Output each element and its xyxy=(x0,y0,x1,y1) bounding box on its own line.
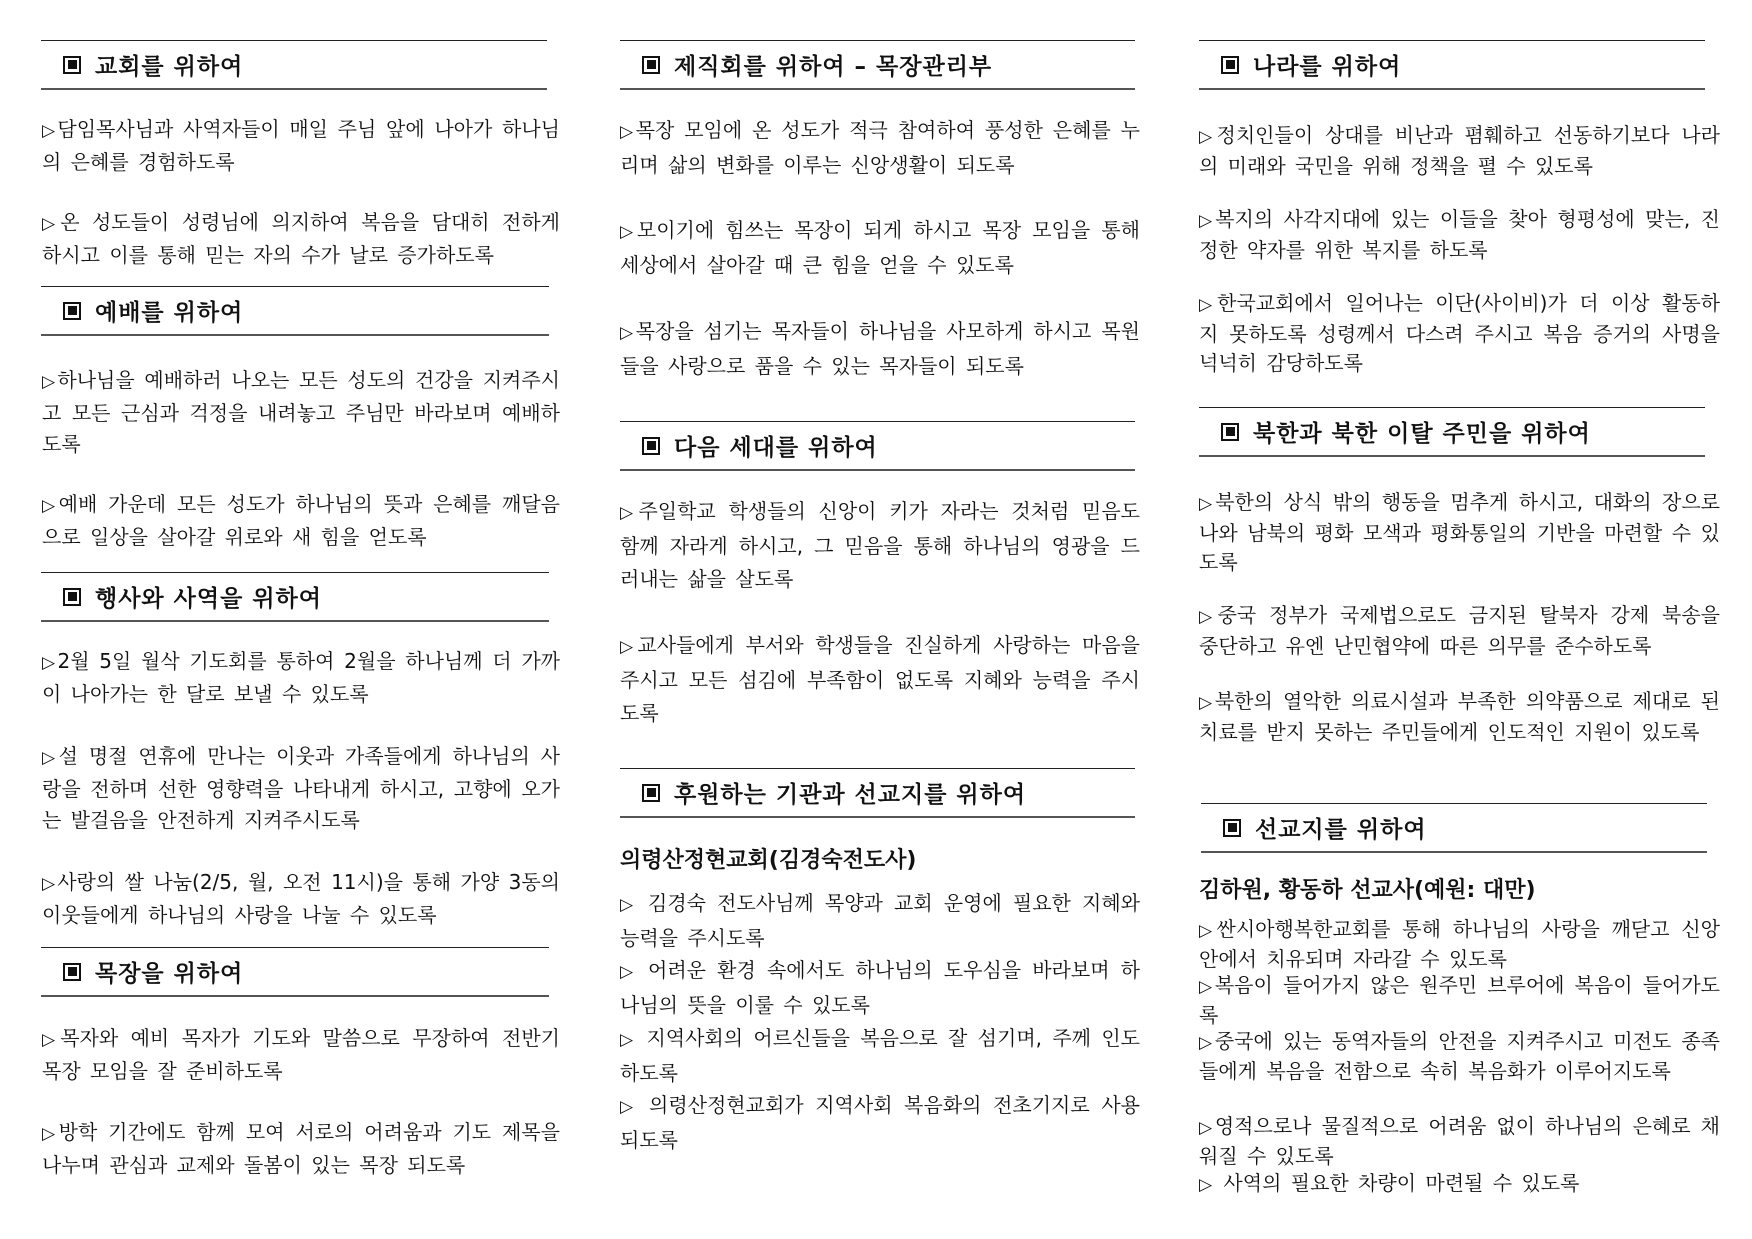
section-heading-deacons xyxy=(620,40,1135,90)
prayer-item xyxy=(620,315,1140,383)
prayer-text: 사랑의 쌀 나눔(2/5, 월, 오전 11시)을 통해 가양 3동의 이웃들에게 하나님의 사랑을 나눌 수 있도록 xyxy=(42,870,561,927)
triangle-icon: ▷ xyxy=(1199,1118,1213,1138)
triangle-icon: ▷ xyxy=(620,222,635,242)
triangle-icon: ▷ xyxy=(1199,494,1214,514)
square-bullet-icon xyxy=(63,963,81,981)
triangle-icon: ▷ xyxy=(1199,211,1214,231)
prayer-text: 북한의 상식 밖의 행동을 멈추게 하시고, 대화의 장으로 나와 남북의 평화 모색과 평화통일의 기반을 마련할 수 있도록 xyxy=(1199,490,1720,574)
prayer-text: 모이기에 힘쓰는 목장이 되게 하시고 목장 모임을 통해 세상에서 살아갈 때 큰 힘을 얻을 수 있도록 xyxy=(620,218,1140,277)
section-title: 다음 세대를 위하여 xyxy=(674,435,878,461)
section-title: 예배를 위하여 xyxy=(95,300,244,326)
mission-subtitle: 김하원, 황동하 선교사(예원: 대만) xyxy=(1199,878,1536,903)
triangle-icon: ▷ xyxy=(42,496,57,516)
square-bullet-icon xyxy=(1221,56,1239,74)
triangle-icon: ▷ xyxy=(1199,921,1215,941)
prayer-text: 하나님을 예배하러 나오는 모든 성도의 건강을 지켜주시고 모든 근심과 걱정을 내려놓고 주님만 바라보며 예배하도록 xyxy=(42,368,560,456)
prayer-item xyxy=(1199,205,1720,265)
triangle-icon: ▷ xyxy=(1199,693,1213,713)
prayer-text: 싼시아행복한교회를 통해 하나님의 사랑을 깨닫고 신앙 안에서 치유되며 자라갈 수 있도록 xyxy=(1199,917,1720,971)
prayer-text: 의령산정현교회가 지역사회 복음화의 전초기지로 사용되도록 xyxy=(620,1093,1140,1152)
square-bullet-icon xyxy=(642,784,660,802)
triangle-icon: ▷ xyxy=(620,503,637,523)
prayer-text: 목장 모임에 온 성도가 적극 참여하여 풍성한 은혜를 누리며 삶의 변화를 이루는 신앙생활이 되도록 xyxy=(620,118,1140,177)
square-bullet-icon xyxy=(1221,423,1239,441)
triangle-icon: ▷ xyxy=(620,122,634,142)
triangle-icon: ▷ xyxy=(620,637,636,657)
prayer-item xyxy=(42,741,560,836)
prayer-item xyxy=(42,207,560,271)
triangle-icon: ▷ xyxy=(620,895,635,915)
prayer-text: 지역사회의 어르신들을 복음으로 잘 섬기며, 주께 인도하도록 xyxy=(620,1026,1140,1085)
prayer-item xyxy=(42,365,560,460)
section-title: 제직회를 위하여 – 목장관리부 xyxy=(674,54,993,80)
mission-subtitle: 의령산정현교회(김경숙전도사) xyxy=(620,848,917,873)
prayer-item xyxy=(42,867,560,931)
section-heading-next-generation xyxy=(620,421,1135,471)
section-heading-worship xyxy=(41,286,549,336)
triangle-icon: ▷ xyxy=(620,962,635,982)
square-bullet-icon xyxy=(63,56,81,74)
square-bullet-icon xyxy=(63,588,81,606)
triangle-icon: ▷ xyxy=(42,653,56,673)
section-title: 행사와 사역을 위하여 xyxy=(95,586,322,612)
prayer-text: 설 명절 연휴에 만나는 이웃과 가족들에게 하나님의 사랑을 전하며 선한 영향력을 나타내게 하시고, 고향에 오가는 발걸음을 안전하게 지켜주시도록 xyxy=(42,744,560,832)
triangle-icon: ▷ xyxy=(1199,1175,1213,1195)
prayer-text: 정치인들이 상대를 비난과 폄훼하고 선동하기보다 나라의 미래와 국민을 위해 정책을 펼 수 있도록 xyxy=(1199,123,1720,178)
triangle-icon: ▷ xyxy=(1199,127,1215,147)
prayer-text: 목자와 예비 목자가 기도와 말씀으로 무장하여 전반기 목장 모임을 잘 준비하도록 xyxy=(42,1026,561,1083)
section-heading-north-korea xyxy=(1199,407,1705,457)
section-heading-cell-group xyxy=(41,947,549,997)
triangle-icon: ▷ xyxy=(42,214,59,234)
triangle-icon: ▷ xyxy=(42,874,56,894)
prayer-text: 복음이 들어가지 않은 원주민 브루어에 복음이 들어가도록 xyxy=(1199,973,1720,1027)
prayer-item xyxy=(620,1089,1140,1157)
prayer-item xyxy=(1199,488,1720,577)
section-title: 북한과 북한 이탈 주민을 위하여 xyxy=(1253,421,1591,447)
section-title: 교회를 위하여 xyxy=(95,54,244,80)
prayer-item xyxy=(1199,971,1720,1029)
section-heading-missionaries xyxy=(1201,803,1707,853)
triangle-icon: ▷ xyxy=(42,121,56,141)
square-bullet-icon xyxy=(63,302,81,320)
triangle-icon: ▷ xyxy=(42,748,57,768)
prayer-item xyxy=(1199,289,1720,378)
prayer-text: 중국에 있는 동역자들의 안전을 지켜주시고 미전도 종족들에게 복음을 전함으로 속히 복음화가 이루어지도록 xyxy=(1199,1029,1720,1083)
prayer-text: 어려운 환경 속에서도 하나님의 도우심을 바라보며 하나님의 뜻을 이룰 수 있도록 xyxy=(620,958,1140,1017)
prayer-item xyxy=(620,954,1140,1022)
triangle-icon: ▷ xyxy=(1199,607,1216,627)
triangle-icon: ▷ xyxy=(1199,1033,1213,1053)
prayer-text: 예배 가운데 모든 성도가 하나님의 뜻과 은혜를 깨달음으로 일상을 살아갈 위로와 새 힘을 얻도록 xyxy=(42,492,560,549)
section-heading-events xyxy=(41,572,549,622)
prayer-item xyxy=(42,1117,560,1181)
prayer-text: 사역의 필요한 차량이 마련될 수 있도록 xyxy=(1214,1171,1580,1195)
section-title: 후원하는 기관과 선교지를 위하여 xyxy=(674,782,1027,808)
prayer-item xyxy=(42,1023,560,1087)
prayer-text: 한국교회에서 일어나는 이단(사이비)가 더 이상 활동하지 못하도록 성령께서 다스려 주시고 복음 증거의 사명을 넉넉히 감당하도록 xyxy=(1199,291,1720,375)
square-bullet-icon xyxy=(642,56,660,74)
prayer-text: 중국 정부가 국제법으로도 금지된 탈북자 강제 북송을 중단하고 유엔 난민협약에 따른 의무를 준수하도록 xyxy=(1199,603,1720,658)
triangle-icon: ▷ xyxy=(620,1030,635,1050)
triangle-icon: ▷ xyxy=(620,323,634,343)
section-title: 선교지를 위하여 xyxy=(1255,817,1427,843)
prayer-text: 김경숙 전도사님께 목양과 교회 운영에 필요한 지혜와 능력을 주시도록 xyxy=(620,891,1140,950)
triangle-icon: ▷ xyxy=(620,1097,636,1117)
prayer-text: 주일학교 학생들의 신앙이 키가 자라는 것처럼 믿음도 함께 자라게 하시고, 그 믿음을 통해 하나님의 영광을 드러내는 삶을 살도록 xyxy=(620,499,1140,591)
prayer-text: 북한의 열악한 의료시설과 부족한 의약품으로 제대로 된 치료를 받지 못하는 주민들에게 인도적인 지원이 있도록 xyxy=(1199,689,1720,744)
square-bullet-icon xyxy=(1223,819,1241,837)
prayer-item xyxy=(1199,915,1720,973)
prayer-item xyxy=(1199,1112,1720,1170)
triangle-icon: ▷ xyxy=(42,1124,57,1144)
section-heading-nation xyxy=(1199,40,1705,90)
section-heading-supported-missions xyxy=(620,768,1135,818)
triangle-icon: ▷ xyxy=(1199,295,1216,315)
prayer-text: 영적으로나 물질적으로 어려움 없이 하나님의 은혜로 채워질 수 있도록 xyxy=(1199,1114,1720,1168)
prayer-text: 교사들에게 부서와 학생들을 진실하게 사랑하는 마음을 주시고 모든 섬김에 부족함이 없도록 지혜와 능력을 주시도록 xyxy=(620,633,1140,725)
prayer-item xyxy=(620,1022,1140,1090)
triangle-icon: ▷ xyxy=(1199,977,1213,997)
prayer-item xyxy=(42,114,560,178)
triangle-icon: ▷ xyxy=(42,1030,59,1050)
section-heading-church xyxy=(41,40,547,90)
prayer-item xyxy=(42,489,560,553)
square-bullet-icon xyxy=(642,437,660,455)
prayer-item xyxy=(1199,687,1720,747)
section-title: 목장을 위하여 xyxy=(95,961,244,987)
prayer-item xyxy=(42,646,560,710)
prayer-text: 복지의 사각지대에 있는 이들을 찾아 형평성에 맞는, 진정한 약자를 위한 복지를 하도록 xyxy=(1199,207,1720,262)
prayer-item xyxy=(1199,1027,1720,1085)
prayer-text: 방학 기간에도 함께 모여 서로의 어려움과 기도 제목을 나누며 관심과 교제와 돌봄이 있는 목장 되도록 xyxy=(42,1120,560,1177)
prayer-item xyxy=(620,114,1140,182)
prayer-item xyxy=(620,629,1140,730)
prayer-item xyxy=(620,495,1140,596)
prayer-item xyxy=(620,887,1140,955)
prayer-text: 담임목사님과 사역자들이 매일 주님 앞에 나아가 하나님의 은혜를 경험하도록 xyxy=(42,117,560,174)
prayer-text: 2월 5일 월삭 기도회를 통하여 2월을 하나님께 더 가까이 나아가는 한 달로 보낼 수 있도록 xyxy=(42,649,560,706)
prayer-text: 온 성도들이 성령님에 의지하여 복음을 담대히 전하게 하시고 이를 통해 믿는 자의 수가 날로 증가하도록 xyxy=(42,210,561,267)
triangle-icon: ▷ xyxy=(42,372,56,392)
prayer-item xyxy=(620,214,1140,282)
prayer-item xyxy=(1199,121,1720,181)
prayer-item xyxy=(1199,601,1720,661)
section-title: 나라를 위하여 xyxy=(1253,54,1402,80)
prayer-item xyxy=(1199,1169,1720,1199)
prayer-text: 목장을 섬기는 목자들이 하나님을 사모하게 하시고 목원들을 사랑으로 품을 수 있는 목자들이 되도록 xyxy=(620,319,1140,378)
